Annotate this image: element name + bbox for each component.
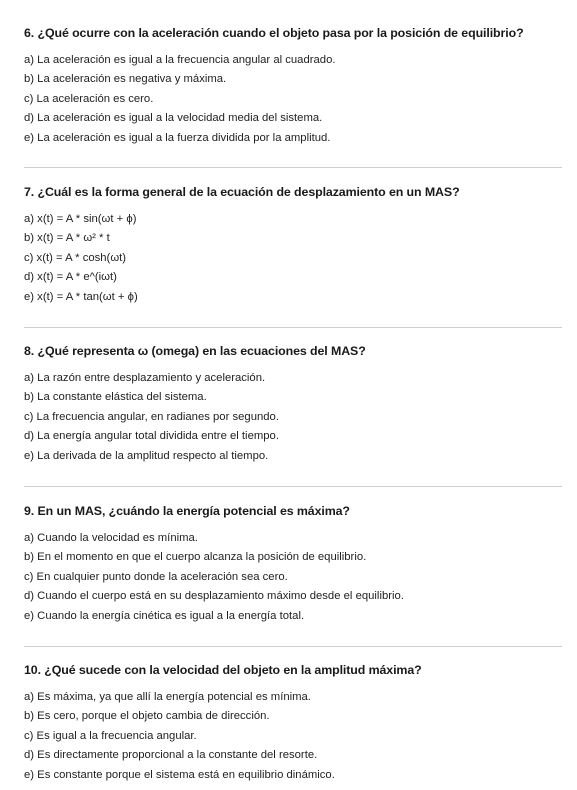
question-10 (24, 662, 564, 785)
question-10-title: 10. ¿Qué sucede con la velocidad del objeto en la amplitud máxima? (24, 663, 422, 677)
question-10-option-a: a) Es máxima, ya que allí la energía potencial es mínima. (24, 691, 311, 703)
question-8-option-d: d) La energía angular total dividida entre el tiempo. (24, 430, 279, 443)
question-10-option-d: d) Es directamente proporcional a la constante del resorte. (24, 749, 318, 762)
question-9-option-d: d) Cuando el cuerpo está en su desplazamiento máximo desde el equilibrio. (24, 590, 404, 603)
question-8-option-a: a) La razón entre desplazamiento y aceleración. (24, 372, 266, 384)
question-6-option-b: b) La aceleración es negativa y máxima. (24, 73, 227, 86)
question-10-option-e: e) Es constante porque el sistema está en equilibrio dinámico. (24, 768, 335, 781)
question-6-option-e: e) La aceleración es igual a la fuerza dividida por la amplitud. (24, 131, 331, 144)
question-7-option-b: b) x(t) = A * ω² * t (24, 232, 110, 245)
question-6-option-c: c) La aceleración es cero. (24, 92, 154, 105)
question-8-option-e: e) La derivada de la amplitud respecto al tiempo. (24, 449, 269, 462)
question-7-title: 7. ¿Cuál es la forma general de la ecuación de desplazamiento en un MAS? (24, 185, 460, 199)
question-7-option-a: a) x(t) = A * sin(ωt + ϕ) (24, 213, 137, 225)
question-6-title: 6. ¿Qué ocurre con la aceleración cuando el objeto pasa por la posición de equilibrio? (24, 26, 524, 40)
divider (24, 646, 562, 647)
question-7 (24, 184, 564, 307)
question-9-option-b: b) En el momento en que el cuerpo alcanza la posición de equilibrio. (24, 551, 367, 564)
question-8-option-c: c) La frecuencia angular, en radianes por segundo. (24, 410, 279, 423)
question-10-option-c: c) Es igual a la frecuencia angular. (24, 729, 197, 742)
question-9-option-c: c) En cualquier punto donde la aceleración sea cero. (24, 570, 288, 583)
question-9-option-e: e) Cuando la energía cinética es igual a la energía total. (24, 609, 305, 622)
question-7-option-c: c) x(t) = A * cosh(ωt) (24, 251, 127, 264)
divider (24, 486, 562, 487)
question-6-option-a: a) La aceleración es igual a la frecuencia angular al cuadrado. (24, 54, 336, 66)
question-6-option-d: d) La aceleración es igual a la velocidad media del sistema. (24, 112, 323, 125)
question-9-title: 9. En un MAS, ¿cuándo la energía potencial es máxima? (24, 504, 350, 518)
question-8-option-b: b) La constante elástica del sistema. (24, 391, 207, 404)
question-8 (24, 343, 564, 466)
question-9-option-a: a) Cuando la velocidad es mínima. (24, 532, 198, 544)
question-8-title: 8. ¿Qué representa ω (omega) en las ecuaciones del MAS? (24, 344, 366, 358)
question-7-option-e: e) x(t) = A * tan(ωt + ϕ) (24, 290, 138, 303)
question-7-option-d: d) x(t) = A * e^(iωt) (24, 271, 117, 284)
question-6 (24, 25, 564, 148)
divider (24, 167, 562, 168)
question-9 (24, 503, 564, 626)
question-10-option-b: b) Es cero, porque el objeto cambia de dirección. (24, 710, 270, 723)
divider (24, 327, 562, 328)
